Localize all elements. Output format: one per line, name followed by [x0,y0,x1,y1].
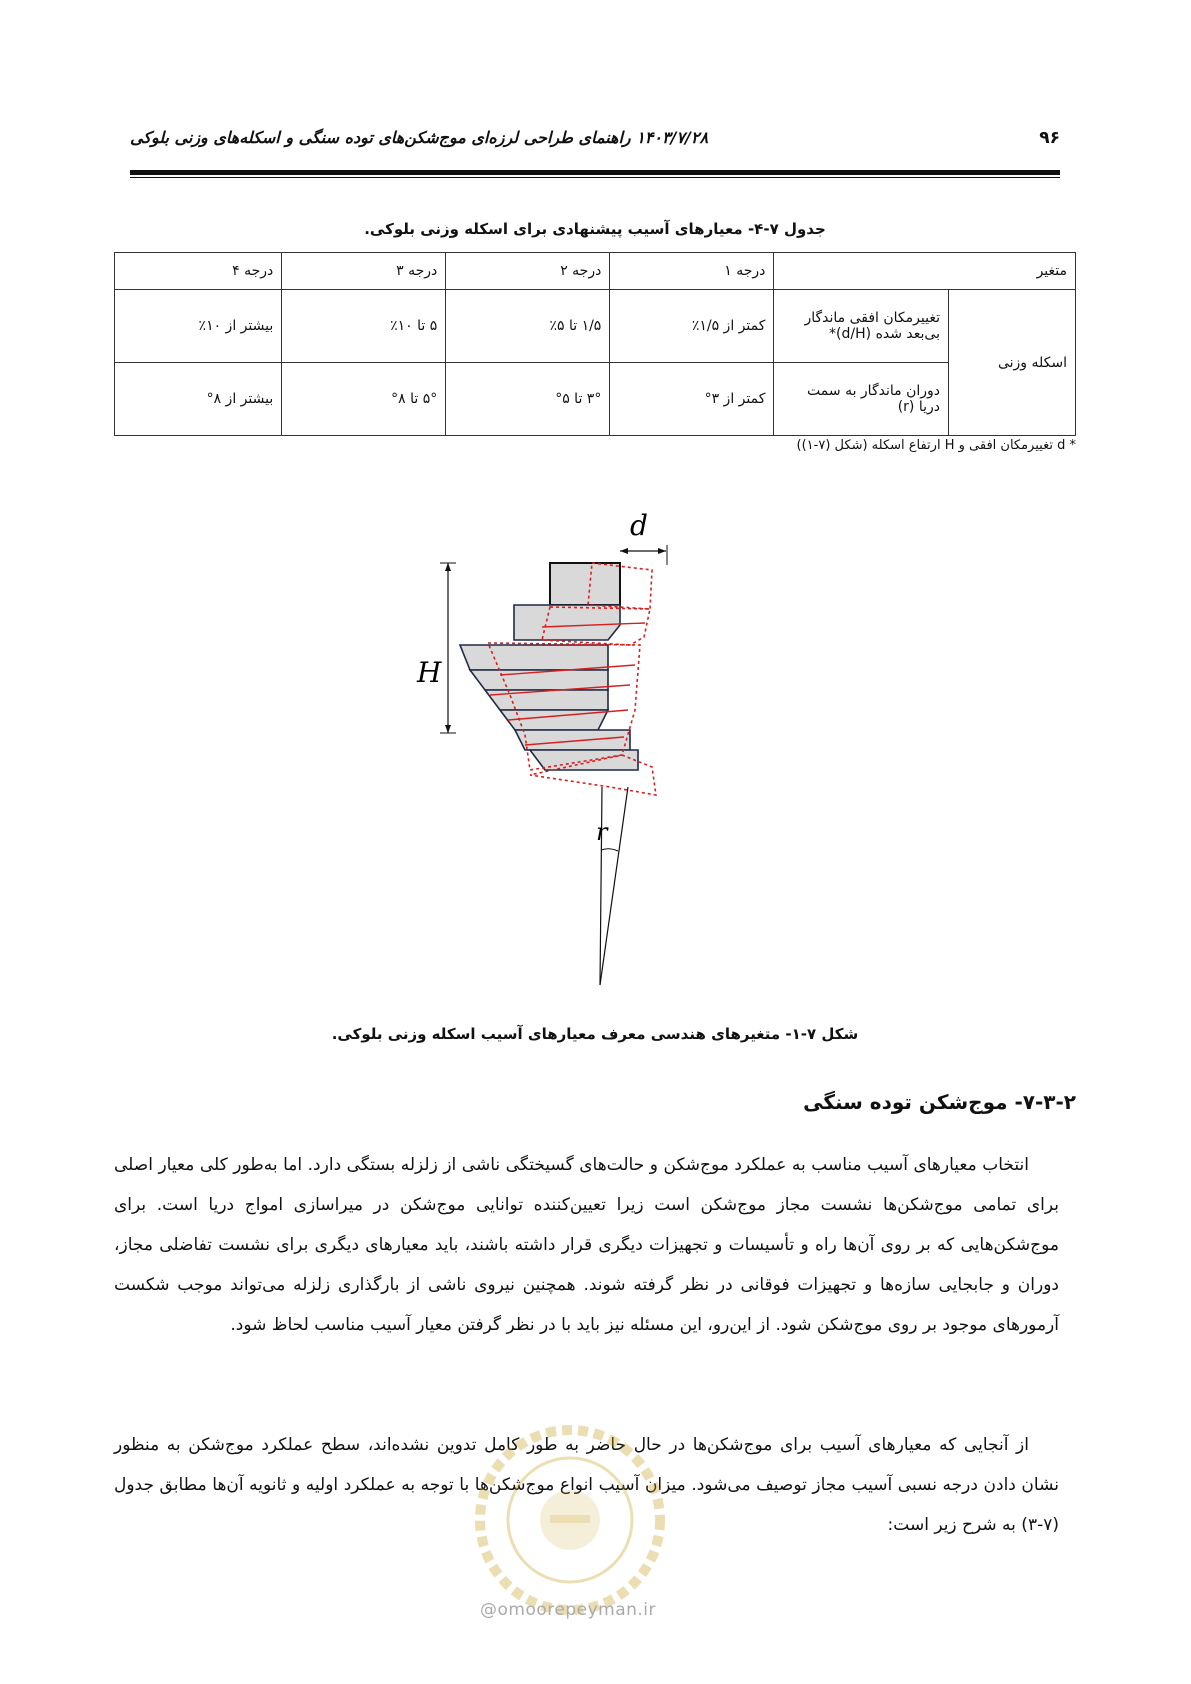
block-8 [530,750,638,770]
header-rule-thin [130,177,1060,178]
header-variable: متغیر [774,253,1076,290]
table-caption: جدول ۷-۴- معیارهای آسیب پیشنهادی برای اسکله وزنی بلوکی. [364,220,826,238]
block-3 [460,645,608,670]
row-degree-3: ۵ تا ۱۰٪ [282,290,446,363]
page-number: ۹۶ [1039,128,1060,148]
row-degree-4: بیشتر از ۱۰٪ [115,290,282,363]
group-label: اسکله وزنی [949,290,1076,436]
row-degree-1: کمتر از ۳° [610,363,774,436]
watermark-url: @omoorepeyman.ir [480,1600,657,1620]
block-2 [514,605,620,640]
d-arrow-left [620,548,628,554]
running-title: ۱۴۰۳/۷/۲۸ راهنمای طراحی لرزه‌ای موج‌شکن‌های توده سنگی و اسکله‌های وزنی بلوکی [130,128,709,147]
header-degree-1: درجه ۱ [610,253,774,290]
row-variable: دوران ماندگار به سمت دریا (r) [774,363,949,436]
rotation-arc [601,849,618,851]
row-degree-1: کمتر از ۱/۵٪ [610,290,774,363]
block-4 [470,670,608,690]
rotated-reference-line [600,787,628,985]
table-row [115,363,1076,436]
row-degree-2: ۳° تا ۵° [446,363,610,436]
cap-block [550,563,620,605]
page-header [130,128,1060,158]
damage-criteria-table [114,252,1076,436]
block-7 [515,730,630,750]
header-degree-2: درجه ۲ [446,253,610,290]
block-5 [485,690,608,710]
paragraph: انتخاب معیارهای آسیب مناسب به عملکرد موج‌شکن و حالت‌های گسیختگی ناشی از زلزله بستگی دارد. اما به‌طور کلی معیار اصلی برای تمامی موج‌شکن‌ها نشست مجاز موج‌شکن است زیرا تعیین‌کننده توانایی موج‌شکن در میراسازی امواج دریا است. برای موج‌شکن‌هایی که بر روی آن‌ها راه و تأسیسات و تجهیزات دیگری قرار داشته باشند، باید معیارهای دیگری برای نشست تفاضلی مجاز، دوران و جابجایی سازه‌ها و تجهیزات فوقانی در نظر گرفته شوند. همچنین نیروی ناشی از بارگذاری زلزله می‌تواند موجب شکست آرمورهای موجود بر روی موج‌شکن شود. از این‌رو، این مسئله نیز باید با در نظر گرفتن معیار آسیب مناسب لحاظ شود. [114,1155,1059,1335]
label-r: r [596,818,608,846]
quay-wall-diagram [417,505,750,1005]
paragraph: از آنجایی که معیارهای آسیب برای موج‌شکن‌ها در حال حاضر به طور کامل تدوین نشده‌اند، سطح عملکرد موج‌شکن به منظور نشان دادن درجه نسبی آسیب مجاز توصیف می‌شود. میزان آسیب انواع موج‌شکن‌ها با توجه به عملکرد اولیه و ثانویه آن‌ها مطابق جدول (۷-۳) به شرح زیر است: [114,1435,1059,1535]
row-variable: تغییرمکان افقی ماندگار بی‌بعد شده (d/H)* [774,290,949,363]
table-footnote: * d تغییرمکان افقی و H ارتفاع اسکله (شکل (۷-۱)) [796,438,1076,453]
label-h: H [417,656,442,689]
h-arrow-bottom [445,725,451,733]
header-rule-thick [130,170,1060,175]
row-degree-4: بیشتر از ۸° [115,363,282,436]
d-arrow-right [658,548,666,554]
watermark-logo [470,1420,670,1620]
h-arrow-top [445,563,451,571]
header-degree-3: درجه ۳ [282,253,446,290]
table-row [115,290,1076,363]
row-degree-2: ۱/۵ تا ۵٪ [446,290,610,363]
table-header-row [115,253,1076,290]
row-degree-3: ۵° تا ۸° [282,363,446,436]
figure-caption: شکل ۷-۱- متغیرهای هندسی معرف معیارهای آسیب اسکله وزنی بلوکی. [331,1025,859,1043]
header-degree-4: درجه ۴ [115,253,282,290]
vertical-reference-line [600,787,602,985]
label-d: d [630,509,648,542]
section-heading: ۷-۳-۲- موج‌شکن توده سنگی [803,1090,1076,1114]
